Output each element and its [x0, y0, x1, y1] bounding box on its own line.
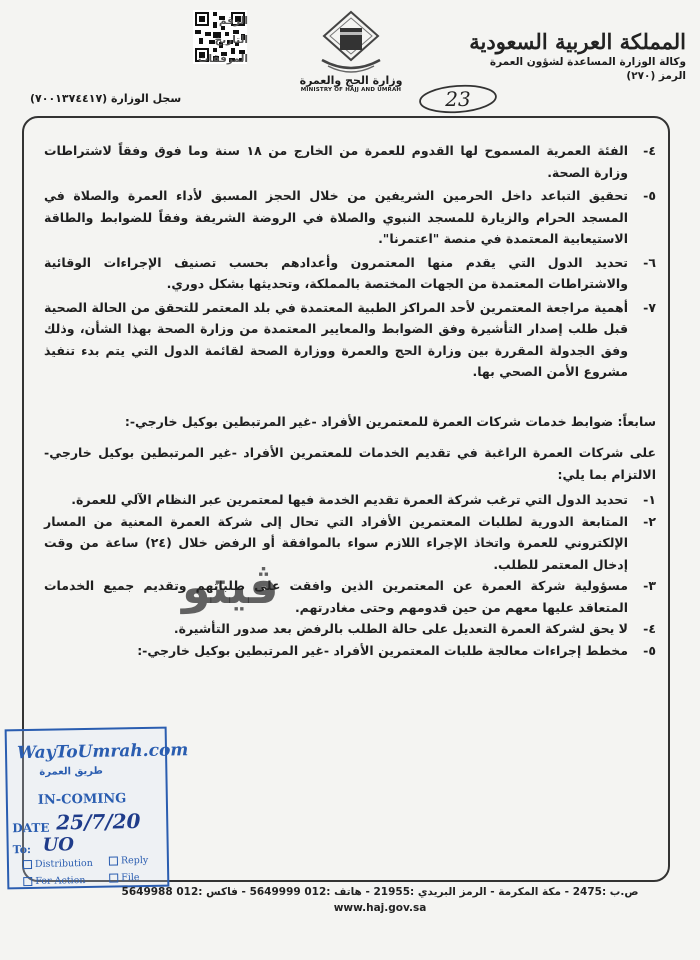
stamp-option-action: For Action — [23, 875, 85, 887]
letter-footer — [120, 884, 640, 916]
date-label: التاريخ — [214, 34, 248, 46]
list-item: ٤- لا يحق لشركة العمرة التعديل على حالة الطلب بالرفض بعد صدور التأشيرة. — [173, 621, 656, 636]
footer-address: ص.ب :2475 - مكة المكرمة - الرمز البريدي :21955 - هاتف :012 5649999 - فاكس :012 5649988 — [121, 886, 639, 898]
watermark-logo: ڤيتو — [182, 560, 279, 614]
ministry-registry: سجل الوزارة (٧٠٠١٣٧٤٤١٧) — [30, 92, 182, 105]
stamp-option-file: File — [109, 872, 139, 884]
agency-name: وكالة الوزارة المساعدة لشؤون العمرة — [489, 56, 686, 68]
list-item: ٥- تحقيق التباعد داخل الحرمين الشريفين من خلال الحجز المسبق لأداء العمرة والصلاة في المسجد الحرام والزيارة للمسجد النبوي والصلاة في الروضة الشريفة وفقاً للضوابط والطاقة الاستيعابية المعتمدة في منصة "اعتمرنا". — [44, 188, 656, 246]
letterhead-right — [466, 30, 686, 82]
letter-body — [44, 140, 656, 661]
list-item: ٤- الفئة العمرية المسموح لها القدوم للعمرة من الخارج من ١٨ سنة وما فوق وفقاً لاشتراطات وزارة الصحة. — [44, 143, 656, 180]
stamp-date-value: 25/7/20 — [56, 809, 141, 835]
reference-fields — [118, 12, 248, 69]
ministry-logo-block — [296, 10, 406, 93]
agency-code: الرمز (٢٧٠) — [626, 70, 686, 82]
stamp-date-label: DATE — [12, 820, 50, 836]
list-item: ٧- أهمية مراجعة المعتمرين لأحد المراكز الطبية المعتمدة في بلد المعتمر للتحقق من الحالة الصحية قبل طلب إصدار التأشيرة وفق الضوابط والمعايير المعتمدة من وزارة الصحة بهذا الشأن، وذلك وفق الجدولة المقررة بين وزارة الحج والعمرة ووزارة الصحة لقائمة الدول التي يتم بدء تنفيذ مشروع الأمن الصحي بها. — [44, 299, 656, 379]
stamp-option-reply: Reply — [109, 855, 148, 867]
list-item: ٣- مسؤولية شركة العمرة عن المعتمرين الذين وافقت على طلباتهم وتقديم جميع الخدمات المتعاقد عليها معهم من حين قدومهم وحتى مغادرتهم. — [44, 578, 656, 615]
footer-website: www.haj.gov.sa — [333, 902, 427, 914]
checkbox-icon — [23, 860, 32, 869]
checkbox-icon — [109, 856, 118, 865]
attachments-label: المرفقات — [197, 53, 248, 65]
list-item: ٥- مخطط إجراءات معالجة طلبات المعتمرين الأفراد -غير المرتبطين بوكيل خارجي-: — [137, 642, 656, 658]
list-item: ٦- تحديد الدول التي يقدم منها المعتمرون وأعدادهم بحسب تصنيف الإجراءات الوقائية والاشتراطات المعتمدة من الجهات المختصة بالمملكة، وتحديثها بشكل دوري. — [44, 254, 656, 291]
handwritten-number-text: 23 — [445, 87, 471, 111]
ref-number-label: الرقم — [218, 15, 248, 27]
kaaba-logo-icon — [316, 10, 386, 76]
stamp-incoming: IN-COMING — [37, 791, 127, 808]
stamp-to-label: To: — [12, 842, 32, 857]
list-item: ٢- المتابعة الدورية لطلبات المعتمرين الأفراد التي تحال إلى شركة العمرة المعنية من المسار الإلكتروني للعمرة واتخاذ الإجراء اللازم سواء بالموافقة أو الرفض خلال (٢٤) ساعة من وقت إدخال المعتمر للطلب. — [44, 513, 656, 572]
section-intro: على شركات العمرة الراغبة في تقديم الخدمات للمعتمرين الأفراد -غير المرتبطين بوكيل خارجي- الالتزام بما يلي: — [44, 445, 656, 482]
ministry-name-en: MINISTRY OF HAJJ AND UMRAH — [300, 87, 402, 93]
stamp-brand-ar: طريق العمرة — [39, 765, 104, 778]
stamp-to-value: UO — [42, 834, 75, 856]
stamp-brand: WayToUmrah.com — [16, 740, 189, 764]
list-item: ١- تحديد الدول التي ترغب شركة العمرة تقديم الخدمة فيها لمعتمرين عبر النظام الآلي للعمرة. — [71, 492, 656, 507]
section-heading: سابعاً: ضوابط خدمات شركات العمرة للمعتمرين الأفراد -غير المرتبطين بوكيل خارجي-: — [124, 413, 656, 429]
incoming-stamp — [5, 727, 189, 890]
handwritten-page-number — [418, 84, 498, 114]
checkbox-icon — [23, 877, 32, 886]
checkbox-icon — [109, 873, 118, 882]
stamp-option-distribution: Distribution — [23, 858, 93, 870]
ministry-name-ar: وزارة الحج والعمرة — [299, 74, 403, 87]
kingdom-name: المملكة العربية السعودية — [469, 29, 686, 54]
